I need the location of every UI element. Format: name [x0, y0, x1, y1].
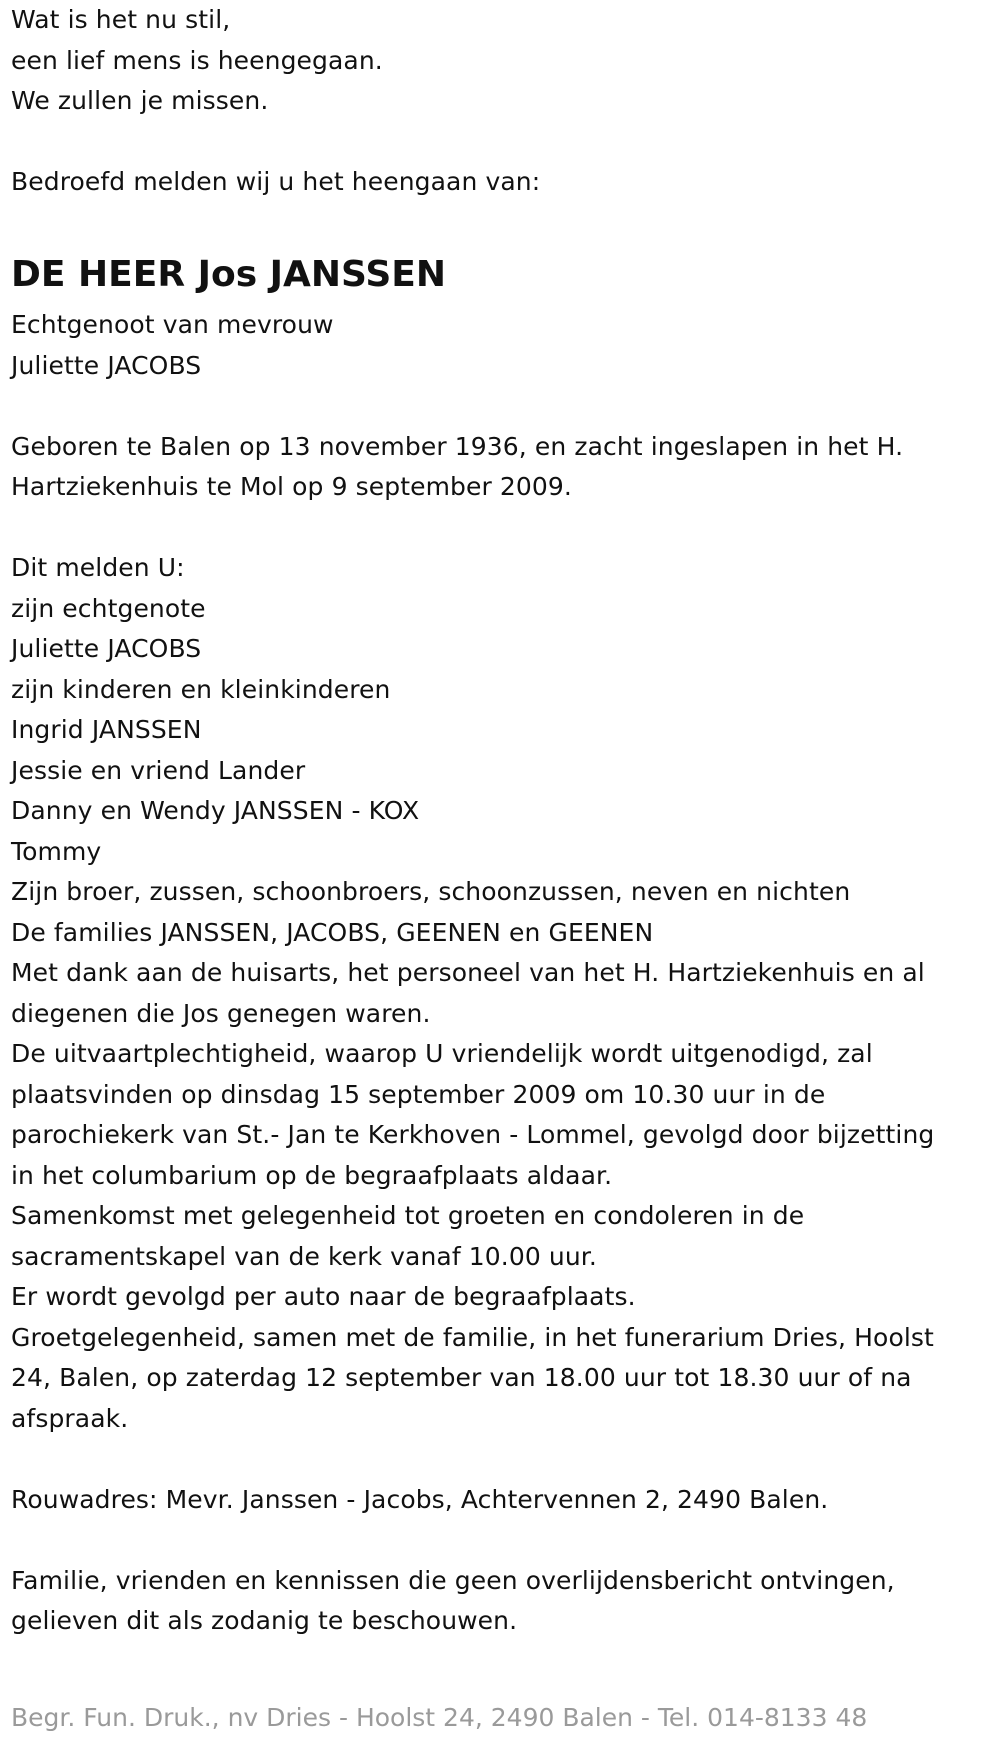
- family-line: Ingrid JANSSEN: [11, 715, 202, 744]
- family-line: afspraak.: [11, 1403, 129, 1433]
- spacer: [11, 1642, 996, 1683]
- family-line: 24, Balen, op zaterdag 12 september van 18.00 uur tot 18.30 uur of na: [11, 1363, 912, 1392]
- spacer: [11, 508, 996, 549]
- printer-footer: Begr. Fun. Druk., nv Dries - Hoolst 24, 2490 Balen - Tel. 014-8133 48: [11, 1703, 868, 1732]
- intro-line: We zullen je missen.: [11, 86, 269, 115]
- family-line: Met dank aan de huisarts, het personeel van het H. Hartziekenhuis en al: [11, 958, 925, 987]
- announcement-text: Bedroefd melden wij u het heengaan van:: [11, 167, 541, 196]
- family-line: Danny en Wendy JANSSEN - KOX: [11, 796, 420, 825]
- family-line: Zijn broer, zussen, schoonbroers, schoonzussen, neven en nichten: [11, 877, 851, 906]
- birth-line: Geboren te Balen op 13 november 1936, en zacht ingeslapen in het H.: [11, 431, 904, 461]
- family-line: zijn kinderen en kleinkinderen: [11, 674, 391, 704]
- family-line: Er wordt gevolgd per auto naar de begraafplaats.: [11, 1282, 636, 1311]
- family-line: Juliette JACOBS: [11, 634, 202, 663]
- family-line: Samenkomst met gelegenheid tot groeten en condoleren in de: [11, 1201, 805, 1230]
- intro-poem: [11, 0, 996, 122]
- intro-line: een lief mens is heengegaan.: [11, 45, 383, 75]
- spouse-line: Echtgenoot van mevrouw: [11, 310, 334, 339]
- birth-line: Hartziekenhuis te Mol op 9 september 2009.: [11, 472, 572, 501]
- family-line: Groetgelegenheid, samen met de familie, in het funerarium Dries, Hoolst: [11, 1322, 934, 1352]
- family-line: zijn echtgenote: [11, 593, 206, 623]
- family-line: parochiekerk van St.- Jan te Kerkhoven - Lommel, gevolgd door bijzetting: [11, 1120, 935, 1149]
- closing-line: Familie, vrienden en kennissen die geen overlijdensbericht ontvingen,: [11, 1565, 895, 1595]
- spouse-block: [11, 305, 996, 386]
- spacer: [11, 122, 996, 163]
- family-line: De uitvaartplechtigheid, waarop U vriendelijk wordt uitgenodigd, zal: [11, 1039, 873, 1068]
- family-block: [11, 548, 996, 1439]
- spacer: [11, 1520, 996, 1561]
- family-line: plaatsvinden op dinsdag 15 september 2009 om 10.30 uur in de: [11, 1079, 826, 1109]
- family-line: diegenen die Jos genegen waren.: [11, 998, 431, 1028]
- spouse-line: Juliette JACOBS: [11, 350, 202, 380]
- intro-line: Wat is het nu stil,: [11, 5, 231, 34]
- birth-death-block: [11, 427, 996, 508]
- spacer: [11, 1439, 996, 1480]
- family-line: Dit melden U:: [11, 553, 185, 582]
- mourning-address: Rouwadres: Mevr. Janssen - Jacobs, Achtervennen 2, 2490 Balen.: [11, 1484, 829, 1514]
- family-line: Jessie en vriend Lander: [11, 755, 306, 785]
- family-line: sacramentskapel van de kerk vanaf 10.00 uur.: [11, 1241, 597, 1271]
- closing-line: gelieven dit als zodanig te beschouwen.: [11, 1606, 518, 1635]
- closing-block: [11, 1561, 996, 1642]
- spacer: [11, 203, 996, 244]
- family-line: Tommy: [11, 836, 102, 866]
- family-line: in het columbarium op de begraafplaats aldaar.: [11, 1160, 613, 1190]
- family-line: De families JANSSEN, JACOBS, GEENEN en GEENEN: [11, 917, 654, 947]
- spacer: [11, 386, 996, 427]
- obituary-notice: [11, 0, 996, 1738]
- deceased-name-title: DE HEER Jos JANSSEN: [11, 254, 447, 295]
